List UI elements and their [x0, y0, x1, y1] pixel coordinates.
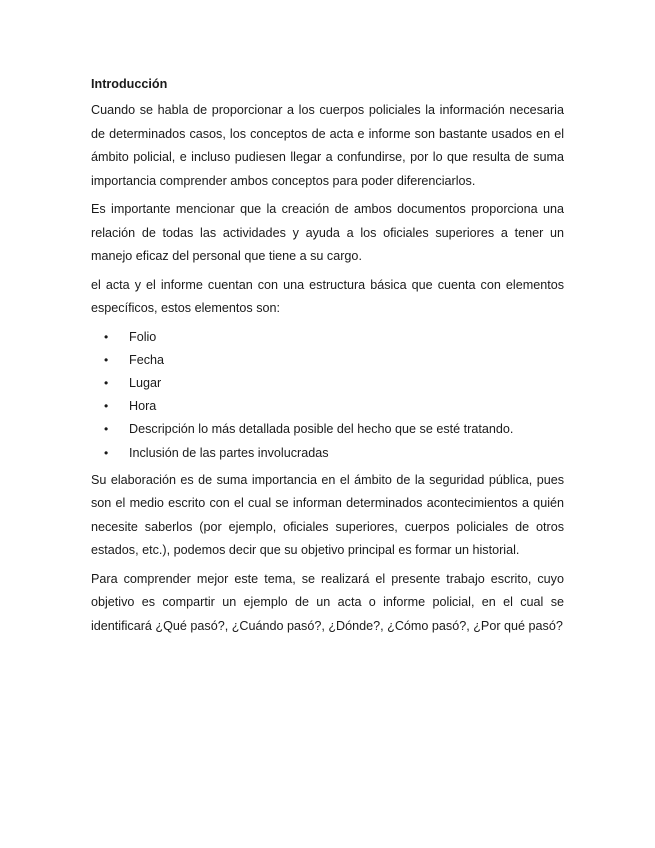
- bullet-icon: •: [104, 352, 109, 367]
- paragraph-importance: Es importante mencionar que la creación de ambos documentos proporciona una relación de todas las actividades y ayuda a los oficiales superiores a tener un manejo eficaz del personal que tiene a su cargo.: [91, 202, 564, 263]
- paragraph-intro: Cuando se habla de proporcionar a los cuerpos policiales la información necesaria de determinados casos, los conceptos de acta e informe son bastante usados en el ámbito policial, e incluso pudiesen llegar a confundirse, por lo que resulta de suma importancia comprender ambos conceptos para poder diferenciarlos.: [91, 103, 564, 188]
- paragraph-purpose: Para comprender mejor este tema, se realizará el presente trabajo escrito, cuyo objetivo es compartir un ejemplo de un acta o informe policial, en el cual se identificará ¿Qué pasó?, ¿Cuándo pasó?, ¿Dónde?, ¿Cómo pasó?, ¿Por qué pasó?: [91, 571, 564, 633]
- paragraph-structure: el acta y el informe cuentan con una estructura básica que cuenta con elementos específicos, estos elementos son:: [91, 277, 564, 315]
- elements-list: [91, 326, 564, 465]
- list-item-text: Fecha: [129, 352, 165, 367]
- document-body: [91, 74, 564, 643]
- list-item: [91, 372, 564, 395]
- bullet-icon: •: [104, 329, 109, 344]
- list-item: [91, 349, 564, 372]
- list-item: [91, 326, 564, 349]
- list-item: [91, 395, 564, 418]
- list-item-text: Descripción lo más detallada posible del hecho que se esté tratando.: [129, 422, 514, 437]
- section-heading: Introducción: [91, 77, 168, 91]
- list-item-text: Hora: [129, 399, 157, 414]
- list-item: [91, 418, 564, 441]
- list-item: [91, 442, 564, 465]
- bullet-icon: •: [104, 422, 109, 437]
- paragraph-elaboration: Su elaboración es de suma importancia en el ámbito de la seguridad pública, pues son el medio escrito con el cual se informan determinados acontecimientos a quién necesite saberlos (por ejemplo, oficiales superiores, cuerpos policiales de otros estados, etc.), podemos decir que su objetivo principal es formar un historial.: [91, 472, 564, 558]
- bullet-icon: •: [104, 445, 109, 460]
- bullet-icon: •: [104, 399, 109, 414]
- list-item-text: Lugar: [129, 375, 162, 390]
- list-item-text: Folio: [129, 329, 157, 344]
- list-item-text: Inclusión de las partes involucradas: [129, 445, 329, 460]
- bullet-icon: •: [104, 375, 109, 390]
